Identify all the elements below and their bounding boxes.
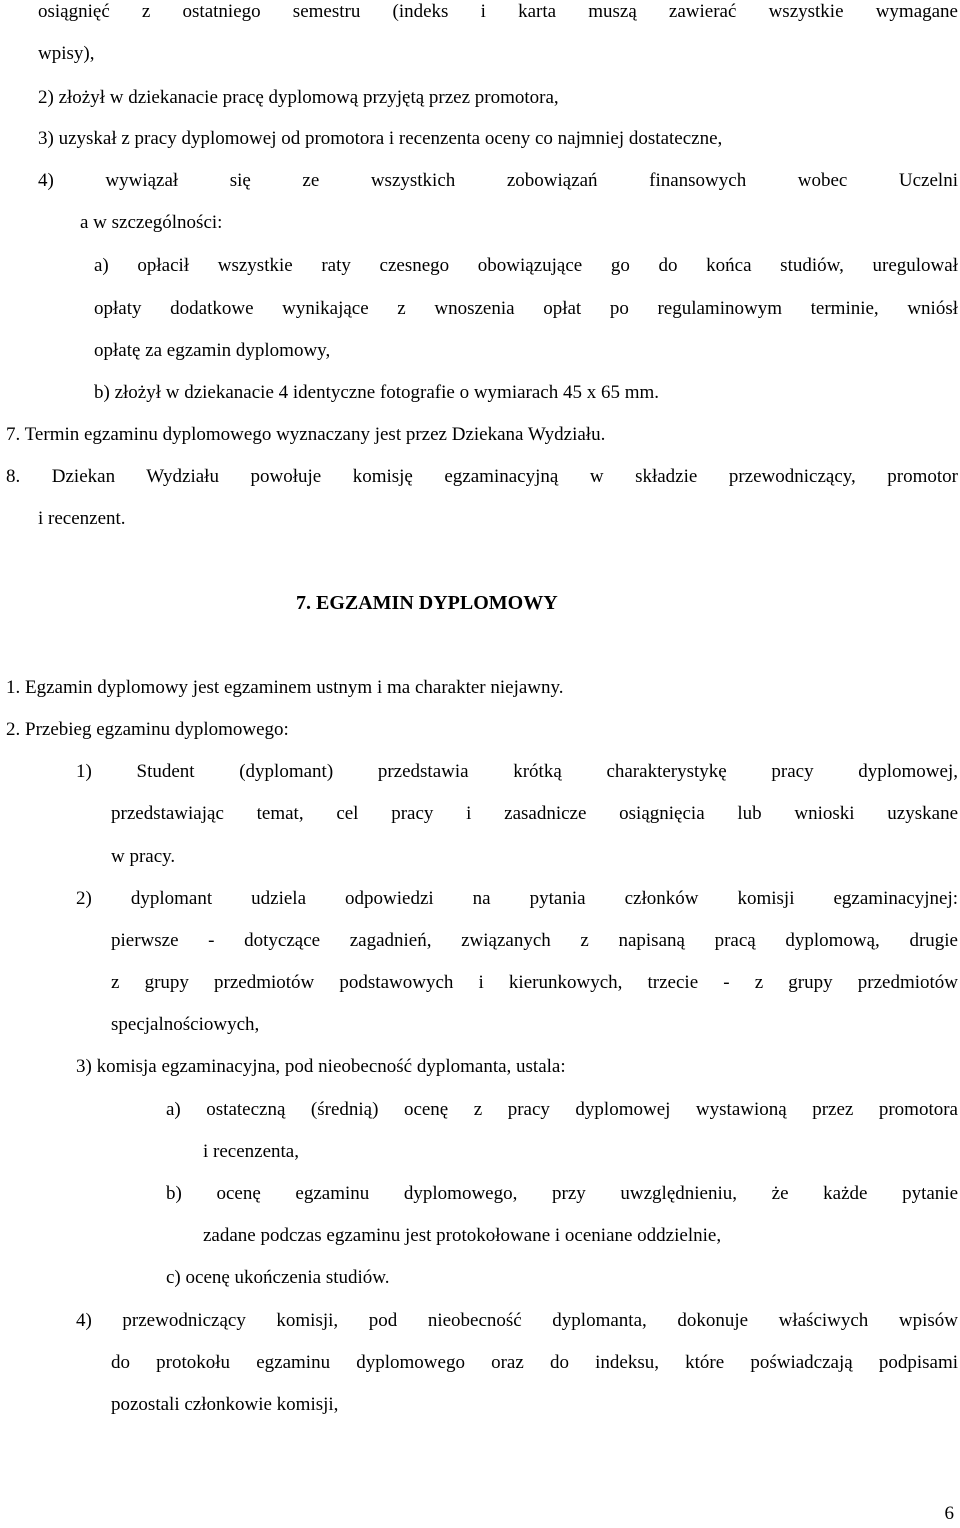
text-line: do protokołu egzaminu dyplomowego oraz do indeksu, które poświadczają podpisami — [111, 1352, 958, 1373]
list-item: 8. Dziekan Wydziału powołuje komisję egzaminacyjną w składzie przewodniczący, promotor — [6, 466, 958, 487]
list-item: 7. Termin egzaminu dyplomowego wyznaczany jest przez Dziekana Wydziału. — [6, 424, 606, 445]
text-line: specjalnościowych, — [111, 1014, 260, 1035]
list-item: 3) komisja egzaminacyjna, pod nieobecność dyplomanta, ustala: — [76, 1056, 566, 1077]
text-line: a w szczególności: — [80, 212, 223, 233]
list-item: 3) uzyskał z pracy dyplomowej od promotora i recenzenta oceny co najmniej dostateczne, — [38, 128, 723, 149]
text-line: opłaty dodatkowe wynikające z wnoszenia opłat po regulaminowym terminie, wniósł — [94, 298, 958, 319]
text-line: z grupy przedmiotów podstawowych i kierunkowych, trzecie - z grupy przedmiotów — [111, 972, 958, 993]
text-line: w pracy. — [111, 846, 176, 867]
text-line: opłatę za egzamin dyplomowy, — [94, 340, 331, 361]
text-line: pierwsze - dotyczące zagadnień, związanych z napisaną pracą dyplomową, drugie — [111, 930, 958, 951]
text-line: i recenzent. — [38, 508, 126, 529]
text-line: zadane podczas egzaminu jest protokołowane i oceniane oddzielnie, — [203, 1225, 722, 1246]
page-number: 6 — [944, 1503, 954, 1524]
list-item: 2) dyplomant udziela odpowiedzi na pytania członków komisji egzaminacyjnej: — [76, 888, 958, 909]
text-line: przedstawiając temat, cel pracy i zasadnicze osiągnięcia lub wnioski uzyskane — [111, 803, 958, 824]
sub-list-item: a) ostateczną (średnią) ocenę z pracy dyplomowej wystawioną przez promotora — [166, 1099, 958, 1120]
sub-list-item: b) ocenę egzaminu dyplomowego, przy uwzględnieniu, że każde pytanie — [166, 1183, 958, 1204]
sub-list-item: b) złożył w dziekanacie 4 identyczne fotografie o wymiarach 45 x 65 mm. — [94, 382, 660, 403]
list-item: 1. Egzamin dyplomowy jest egzaminem ustnym i ma charakter niejawny. — [6, 677, 564, 698]
list-item: 2. Przebieg egzaminu dyplomowego: — [6, 719, 289, 740]
list-item: 4) wywiązał się ze wszystkich zobowiązań finansowych wobec Uczelni — [38, 170, 958, 191]
text-line: pozostali członkowie komisji, — [111, 1394, 339, 1415]
text-line: osiągnięć z ostatniego semestru (indeks i karta muszą zawierać wszystkie wymagane — [38, 1, 958, 22]
list-item: 2) złożył w dziekanacie pracę dyplomową przyjętą przez promotora, — [38, 87, 559, 108]
sub-list-item: a) opłacił wszystkie raty czesnego obowiązujące go do końca studiów, uregulował — [94, 255, 958, 276]
text-line: wpisy), — [38, 43, 95, 64]
list-item: 4) przewodniczący komisji, pod nieobecność dyplomanta, dokonuje właściwych wpisów — [76, 1310, 958, 1331]
sub-list-item: c) ocenę ukończenia studiów. — [166, 1267, 390, 1288]
list-item: 1) Student (dyplomant) przedstawia krótką charakterystykę pracy dyplomowej, — [76, 761, 958, 782]
section-heading: 7. EGZAMIN DYPLOMOWY — [296, 592, 558, 614]
text-line: i recenzenta, — [203, 1141, 299, 1162]
